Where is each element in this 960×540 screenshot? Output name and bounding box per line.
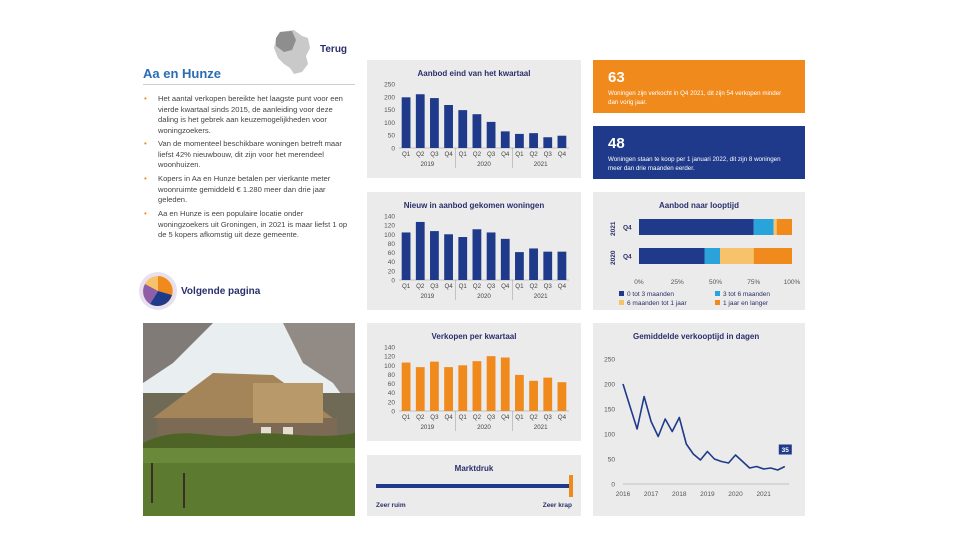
chart-title: Verkopen per kwartaal — [431, 332, 517, 341]
verkooptijd-chart-plot — [593, 323, 805, 516]
x-tick-label: Q3 — [430, 151, 439, 158]
y-tick-label: 20 — [387, 268, 395, 276]
stat-card-sales — [593, 60, 805, 113]
x-tick-label: Q2 — [529, 414, 538, 421]
y-tick-label: 150 — [384, 107, 395, 115]
bar — [458, 237, 467, 280]
looptijd-chart — [593, 192, 805, 310]
y-tick-label: 80 — [387, 371, 395, 379]
x-tick-label: 2016 — [615, 491, 631, 498]
aanbod-chart — [367, 60, 581, 178]
year-label: 2021 — [610, 221, 617, 236]
bullet-item: • Van de momenteel beschikbare woningen betreft maar liefst 42% nieuwbouw, dit zijn voor het merendeel woonhuizen. — [144, 139, 342, 169]
bar — [515, 134, 524, 148]
marktdruk-left-label: Zeer ruim — [376, 502, 406, 509]
legend-label: 1 jaar en langer — [723, 300, 769, 307]
x-tick-label: Q2 — [472, 151, 482, 158]
x-tick-label: Q4 — [501, 283, 510, 290]
x-tick-label: Q1 — [515, 283, 524, 290]
bullet-item: • Kopers in Aa en Hunze betalen per vierkante meter woonruimte gemiddeld € 1.280 meer dan drie jaar geleden. — [144, 174, 331, 204]
y-tick-label: 40 — [387, 259, 395, 267]
stacked-segment — [754, 219, 774, 235]
y-tick-label: 0 — [391, 145, 395, 153]
year-label: 2019 — [420, 161, 435, 168]
x-tick-label: Q3 — [486, 283, 496, 290]
y-tick-label: 0 — [391, 277, 395, 285]
marktdruk-track — [376, 484, 571, 488]
x-tick-label: Q1 — [458, 414, 467, 421]
stat-description: Woningen zijn verkocht in Q4 2021, dit zijn 54 verkopen minder dan vorig jaar. — [608, 90, 782, 106]
bar — [444, 234, 453, 280]
x-tick-label: Q2 — [416, 414, 425, 421]
series-line — [623, 384, 785, 470]
bar — [430, 231, 439, 280]
quarter-label: Q4 — [623, 253, 632, 261]
bar — [501, 239, 510, 280]
legend-swatch — [715, 291, 720, 296]
x-tick-label: 50% — [708, 279, 723, 286]
y-tick-label: 140 — [384, 213, 395, 221]
marktdruk-marker — [569, 475, 573, 497]
x-tick-label: Q2 — [416, 283, 425, 290]
x-tick-label: Q3 — [543, 151, 552, 158]
bar — [515, 375, 524, 411]
page-title: Aa en Hunze — [143, 66, 222, 81]
bullet-item: • Aa en Hunze is een populaire locatie onder woningzoekers uit Groningen, in 2021 is maar liefst 1 op de 5 kopers afkomstig uit deze gemeente. — [144, 209, 348, 239]
x-tick-label: Q1 — [458, 151, 467, 158]
stacked-segment — [777, 219, 792, 235]
bar — [558, 382, 567, 411]
year-label: 2019 — [420, 424, 435, 431]
bar — [402, 97, 411, 148]
bar — [473, 361, 482, 411]
y-tick-label: 50 — [607, 456, 615, 464]
x-tick-label: Q3 — [486, 151, 496, 158]
x-tick-label: Q3 — [543, 283, 552, 290]
legend-label: 3 tot 6 maanden — [723, 291, 770, 298]
x-tick-label: Q2 — [472, 414, 482, 421]
bar — [430, 98, 439, 148]
province-map-icon[interactable] — [272, 28, 316, 76]
bar — [416, 94, 425, 148]
x-tick-label: Q2 — [529, 283, 538, 290]
x-tick-label: Q1 — [401, 414, 411, 421]
bar — [444, 105, 453, 148]
bar — [558, 252, 567, 280]
legend-swatch — [619, 291, 624, 296]
quarter-label: Q4 — [623, 224, 632, 232]
stat-value: 63 — [608, 69, 625, 86]
y-tick-label: 100 — [604, 431, 615, 439]
chart-title: Gemiddelde verkooptijd in dagen — [633, 332, 760, 341]
y-tick-label: 200 — [604, 381, 615, 389]
nieuw-chart — [367, 192, 581, 310]
x-tick-label: 2017 — [643, 491, 659, 498]
legend-label: 6 maanden tot 1 jaar — [627, 300, 687, 307]
x-tick-label: 2020 — [728, 491, 743, 498]
x-tick-label: 100% — [783, 279, 801, 286]
title-underline — [143, 84, 355, 85]
bar — [473, 229, 482, 280]
y-tick-label: 60 — [387, 250, 395, 258]
bar — [543, 378, 552, 411]
last-value-label: 35 — [781, 447, 789, 454]
x-tick-label: Q4 — [444, 283, 453, 290]
verkooptijd-chart — [593, 323, 805, 516]
year-label: 2020 — [610, 250, 617, 265]
y-tick-label: 40 — [387, 390, 395, 398]
back-link[interactable]: Terug — [320, 44, 348, 55]
y-tick-label: 200 — [384, 94, 395, 102]
x-tick-label: Q2 — [472, 283, 482, 290]
stat-card-supply — [593, 126, 805, 179]
bar — [458, 365, 467, 411]
bar — [473, 114, 482, 148]
y-tick-label: 140 — [384, 344, 395, 352]
marktdruk-panel — [367, 455, 581, 516]
legend-label: 0 tot 3 maanden — [627, 291, 674, 298]
y-tick-label: 50 — [387, 132, 395, 140]
chart-title: Aanbod naar looptijd — [659, 201, 739, 210]
y-tick-label: 100 — [384, 362, 395, 370]
bar — [416, 222, 425, 280]
bar — [515, 252, 524, 280]
stat-description: Woningen staan te koop per 1 januari 2022, dit zijn 8 woningen meer dan drie maanden eerder. — [608, 156, 781, 172]
x-tick-label: Q1 — [458, 283, 467, 290]
stacked-segment — [774, 219, 777, 235]
stacked-segment — [639, 248, 705, 264]
x-tick-label: Q3 — [543, 414, 552, 421]
y-tick-label: 20 — [387, 399, 395, 407]
year-label: 2020 — [477, 424, 491, 431]
x-tick-label: Q1 — [401, 283, 411, 290]
x-tick-label: 2019 — [700, 491, 715, 498]
bar — [402, 232, 411, 280]
y-tick-label: 80 — [387, 240, 395, 248]
year-label: 2019 — [420, 293, 435, 300]
bar — [501, 131, 510, 148]
bar — [501, 358, 510, 411]
x-tick-label: 25% — [670, 279, 684, 286]
chart-title: Marktdruk — [454, 464, 494, 473]
x-tick-label: Q4 — [557, 283, 567, 290]
year-label: 2020 — [477, 161, 491, 168]
stacked-segment — [720, 248, 754, 264]
stacked-segment — [754, 248, 792, 264]
x-tick-label: Q4 — [501, 151, 510, 158]
bar — [529, 248, 538, 280]
x-tick-label: 0% — [634, 279, 644, 286]
stacked-segment — [639, 219, 754, 235]
bar — [558, 136, 567, 148]
bar — [430, 362, 439, 411]
y-tick-label: 250 — [604, 356, 615, 364]
y-tick-label: 0 — [391, 408, 395, 416]
bar — [458, 110, 467, 148]
legend-swatch — [715, 300, 720, 305]
x-tick-label: Q4 — [501, 414, 510, 421]
bar — [529, 133, 538, 148]
x-tick-label: Q1 — [515, 151, 524, 158]
bar — [487, 356, 496, 411]
next-page-link[interactable]: Volgende pagina — [181, 286, 261, 297]
marktdruk-right-label: Zeer krap — [542, 502, 572, 509]
x-tick-label: 75% — [747, 279, 761, 286]
chart-title: Nieuw in aanbod gekomen woningen — [403, 201, 545, 210]
bar — [444, 367, 453, 411]
y-tick-label: 150 — [604, 406, 615, 414]
x-tick-label: 2018 — [672, 491, 687, 498]
farmhouse-photo — [143, 323, 355, 516]
chart-title: Aanbod eind van het kwartaal — [417, 69, 531, 78]
x-tick-label: Q4 — [444, 151, 453, 158]
x-tick-label: Q2 — [416, 151, 425, 158]
stat-value: 48 — [608, 135, 625, 152]
bullet-item: • Het aantal verkopen bereikte het laagste punt voor een vierde kwartaal sinds 2015, de aanleiding voor deze daling is het gebrek aan keuzemogelijkheden voor woningzoekers. — [144, 94, 343, 135]
legend-swatch — [619, 300, 624, 305]
year-label: 2020 — [477, 293, 491, 300]
year-label: 2021 — [533, 293, 548, 300]
x-tick-label: 2021 — [756, 491, 771, 498]
y-tick-label: 120 — [384, 353, 395, 361]
bar — [543, 137, 552, 148]
verkopen-chart — [367, 323, 581, 441]
x-tick-label: Q1 — [401, 151, 411, 158]
y-tick-label: 250 — [384, 81, 395, 89]
bar — [543, 252, 552, 280]
bar — [529, 381, 538, 411]
x-tick-label: Q3 — [486, 414, 496, 421]
stacked-segment — [705, 248, 720, 264]
y-tick-label: 120 — [384, 222, 395, 230]
bar — [487, 122, 496, 148]
bar — [416, 367, 425, 411]
x-tick-label: Q3 — [430, 414, 439, 421]
year-label: 2021 — [533, 424, 548, 431]
y-tick-label: 100 — [384, 119, 395, 127]
bar — [487, 232, 496, 280]
y-tick-label: 100 — [384, 231, 395, 239]
x-tick-label: Q3 — [430, 283, 439, 290]
x-tick-label: Q4 — [444, 414, 453, 421]
x-tick-label: Q4 — [557, 151, 567, 158]
y-tick-label: 60 — [387, 381, 395, 389]
x-tick-label: Q2 — [529, 151, 538, 158]
x-tick-label: Q4 — [557, 414, 567, 421]
y-tick-label: 0 — [611, 481, 615, 489]
x-tick-label: Q1 — [515, 414, 524, 421]
next-page-icon[interactable] — [138, 271, 178, 311]
year-label: 2021 — [533, 161, 548, 168]
bar — [402, 363, 411, 411]
